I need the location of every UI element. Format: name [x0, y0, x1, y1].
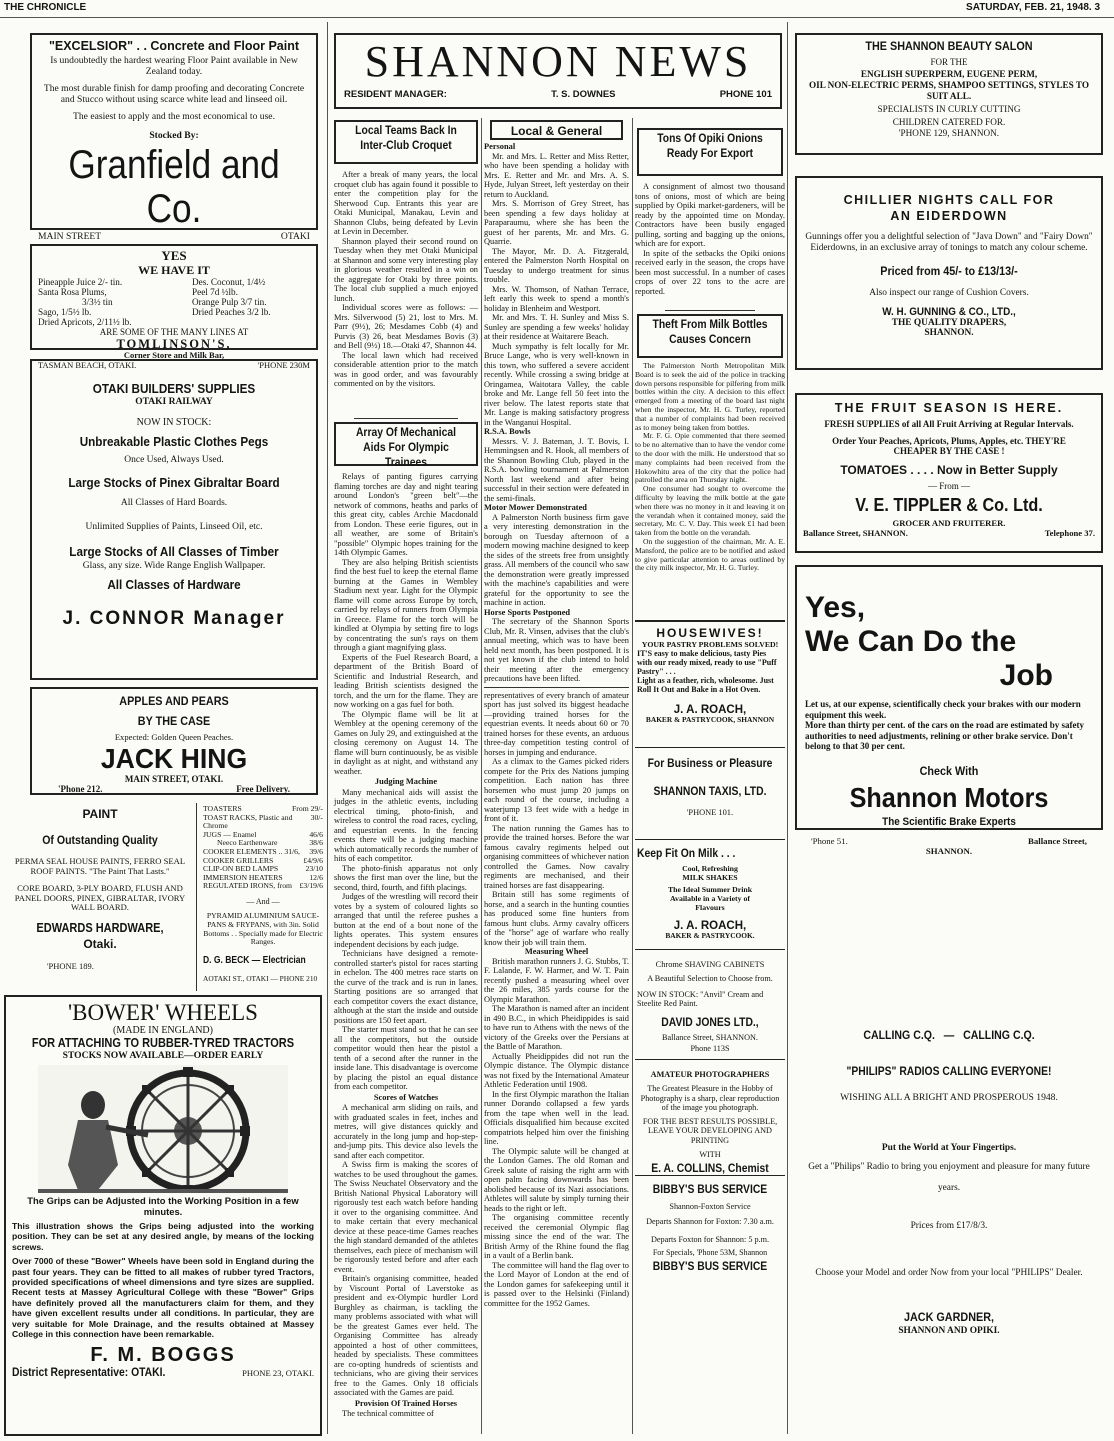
ad-title: Yes,: [805, 591, 866, 624]
ad-address: TASMAN BEACH, OTAKI.: [38, 360, 137, 370]
list-item: [38, 307, 310, 317]
headline-box: [637, 314, 783, 358]
tractor-wheel-illustration: [38, 1065, 288, 1193]
paragraph: The technical committee of: [342, 1409, 434, 1418]
paragraph: A consignment of almost two thousand tons of onions, most of which are being supplied by Opiki market-gardeners, will be ready by the appointed time on Monday. Contractors have been busily engaged pulling, sorting and bagging up the onions, which are for export.: [635, 182, 785, 248]
ad-subtitle: YOUR PASTRY PROBLEMS SOLVED!: [641, 640, 779, 649]
ad-title: APPLES AND PEARS: [119, 694, 229, 708]
paragraph: Actually Pheidippides did not run the Olympic distance. The Olympic distance was not fixed by the International Amateur Athletic Federation until 1908.: [484, 1051, 629, 1089]
item-right: [192, 317, 310, 327]
price-item: JUGS — Enamel: [203, 829, 257, 839]
item-right: Dried Peaches 3/2 lb.: [192, 307, 271, 317]
manager-name: T. S. DOWNES: [551, 89, 616, 100]
price-item: Neeco Earthenware: [217, 838, 278, 848]
masthead-rule: [0, 17, 1114, 18]
ad-text: ARE SOME OF THE MANY LINES AT: [99, 327, 249, 337]
ad-subtitle: BAKER & PASTRYCOOK.: [665, 931, 755, 940]
paragraph: representatives of every branch of amateur sport has just solved its biggest headache—providing trained horses for the equestrian events. It needs about 60 or 70 trained horses for these events, an arduous three-day competition testing control of horses in jumping and endurance.: [484, 690, 629, 757]
ad-text: Get a "Philips" Radio to bring you enjoyment and pleasure for many future years.: [808, 1162, 1090, 1193]
ad-text: All Classes of Hard Boards.: [120, 498, 228, 508]
ad-text: Over 7000 of these "Bower" Wheels have been sold in England during the past four years. They can be fitted to all makes of rubber tyred Tractors, provided specifications of wheel dimensions and tyre sizes are supplied. Recent tests at Massey Agricultural College with these "Bower" Grips have definitely proved all the manufacturers claim for them, and they have given excellent results under all conditions. In particular, they are very suitable for Mole Drainage, and the results obtained at Massey College in this connection have been remarkable.: [12, 1256, 314, 1340]
paragraph: Many mechanical aids will assist the judges in the athletic events, including electrical timing, photo-finish, and wireless to control the road races, cycling, and equestrian events. In the fencing events there will be a judging machine which automatically records the number of hits of each competitor.: [334, 787, 478, 863]
ad-text: Gunnings offer you a delightful selection of "Java Down" and "Fairy Down" Eiderdowns, in an exclusive array of tonings to match any colour scheme.: [805, 232, 1093, 253]
subhead: Personal: [484, 142, 516, 151]
price-item: REGULATED IRONS, from: [203, 881, 293, 891]
ad-name: EDWARDS HARDWARE,: [36, 920, 164, 935]
price-value: 12/6: [309, 872, 323, 882]
dash: —: [943, 1028, 955, 1042]
ad-title: THE SHANNON BEAUTY SALON: [865, 39, 1033, 53]
paragraph: The nation running the Games has to provide the trained horses. Before the war famous cavalry regiments helped out organising committees of whichever nation controlled the Games. Now cavalry regiments are mechanised, and their trained horses are fast disappearing.: [484, 823, 629, 890]
paragraph: Relays of panting figures carrying flaming torches are day and night tearing around London's "green belt"—the network of commons, heaths and parks of this great city, cables Archie Macdonald from London. These eerie figures, out in all weather, are some of Britain's "possible" Olympic hopes training for the 14th Olympic Games.: [334, 472, 478, 557]
ad-address: Ballance Street,: [1028, 835, 1087, 846]
paragraph: Judges of the wrestling will record their votes by a system of coloured lights so arranged that until the referee pushes a button at the end of a bout none of the lights operates. This system ensures independent decisions by each judge.: [334, 892, 478, 949]
paragraph: Mrs. W. Thomson, of Nathan Terrace, left early this week to spend a month's holiday in Blenheim and Westport.: [484, 284, 629, 313]
list-item: [38, 317, 310, 327]
headline: Theft From Milk Bottles Causes Concern: [652, 319, 768, 346]
ad-dg-beck: [200, 803, 326, 991]
ad-we-have-it: WE HAVE IT: [138, 263, 210, 277]
paragraph: Britain's organising committee, headed by Viscount Portal of Laverstoke as president and ex-Olympic hurdler Lord Burghley as chairman, is tackling the many problems associated with what will be the greatest Games ever held. The Organising Committee has already appointed a host of other committees, headed by specialists. These committees are co-opting hundreds of scientists and technicians, who are giving their services free to the Games. Only 18 officials associated with the Games are paid.: [334, 1274, 478, 1397]
ad-subtitle: STOCKS NOW AVAILABLE—ORDER EARLY: [62, 1050, 264, 1061]
subhead: Provision Of Trained Horses: [354, 1398, 458, 1408]
ad-text: SPECIALISTS IN CURLY CUTTING: [877, 104, 1021, 114]
column-rule: [327, 22, 328, 1434]
ad-phone: For Specials, 'Phone 53M, Shannon: [652, 1248, 768, 1258]
ad-name: Shannon Motors: [849, 781, 1049, 813]
price-value: £4/9/6: [303, 855, 323, 865]
ad-subtitle: SHANNON.: [924, 328, 974, 338]
ad-delivery: Free Delivery.: [236, 784, 290, 794]
ad-text: Departs Shannon for Foxton: 7.30 a.m.: [646, 1217, 774, 1226]
divider: [354, 418, 458, 419]
headline-box: [490, 120, 623, 140]
ad-text: The most durable finish for damp proofing and decorating Concrete and Stucco without using scarce white lead and linseed oil.: [43, 83, 305, 105]
paragraph: A Palmerston North business firm gave a very interesting demonstration in the borough on Tuesday afternoon of a modern mowing machine designed to keep the sides of the streets free from unsightly grass. All members of the council who saw the demonstration were greatly impressed with the machine's capabilities and were grateful for the opportunity to see the machine in action.: [484, 512, 629, 607]
paragraph: Technicians have designed a remote-controlled starter's pistol for races starting in echelon. The 400 metres race starts on the curve of the track and is run in lanes. Starting positions are so arranged that each competitor covers the exact distance, although at the start the inside and outside positions are 150 feet apart.: [334, 949, 478, 1025]
ad-title: AMATEUR PHOTOGRAPHERS: [650, 1070, 770, 1079]
paragraph: The Olympic salute will be changed at the London Games. The old Roman and Greek salute of raising the right arm with open palm facing downwards has been abolished because of its Nazi associations. Athletes will salute by simply turning their heads to the right or left.: [484, 1146, 629, 1213]
ad-name: JACK GARDNER,: [903, 1310, 994, 1324]
ad-ea-collins: [635, 1066, 785, 1176]
paragraph: The secretary of the Shannon Sports Club, Mr. R. Vinsen, advises that the club's annual meeting, which was to have been held next month, has been postponed. It is not yet known if the club intend to hold their meeting after the emergency precautions have been lifted.: [484, 617, 629, 683]
ad-title: THE FRUIT SEASON IS HERE.: [834, 401, 1064, 415]
ad-granfield: [30, 33, 318, 242]
ad-phone: 'PHONE 101.: [686, 808, 734, 817]
headline: Array Of Mechanical Aids For Olympic Trainees: [355, 427, 457, 469]
ad-phone: 'PHONE 129, SHANNON.: [898, 128, 1000, 138]
paragraph: The Marathon is named after an incident in 490 B.C., in which Pheidippides is said to have run to Athens with the news of the victory of the Greeks over the Persians at the Battle of Marathon.: [484, 1004, 629, 1051]
paragraph: The photo-finish apparatus not only shows the first man over the line, but the second, third, fourth, and fifth placings.: [334, 863, 478, 892]
ad-text: The Ideal Summer Drink Available in a Variety of Flavours: [667, 885, 753, 912]
stocked-by: Stocked By:: [149, 130, 199, 141]
ad-price: Prices from £17/8/3.: [910, 1221, 988, 1231]
ad-title: BIBBY'S BUS SERVICE: [652, 1184, 768, 1196]
ad-edwards-hardware: [4, 803, 197, 991]
ad-line: Large Stocks of Pinex Gibraltar Board: [68, 475, 280, 490]
calling-cq: CALLING C.Q.: [963, 1028, 1035, 1042]
paragraph: Mr. F. G. Opie commented that there seemed to be no alternative than to have the vendor come to the door with the milk. He understood that so many complaints had been received from the Hokowhitu area of the city that the police had patrolled the area on Thursday night.: [635, 431, 785, 485]
manager-label: RESIDENT MANAGER:: [344, 89, 447, 100]
ad-david-jones: [635, 956, 785, 1060]
paragraph: The Mayor, Mr. D. A. Fitzgerald, entered the Palmerston North Hospital on Tuesday to undergo treatment for sinus trouble.: [484, 246, 629, 284]
ad-text: — From —: [927, 480, 970, 491]
list-item: [38, 297, 310, 307]
subhead: Judging Machine: [374, 777, 438, 786]
paragraph: The organising committee recently received the ceremonial Olympic flag missing since the end of the war. The British Army of the Rhine found the flag in a vault of a Berlin bank.: [484, 1213, 629, 1260]
ad-text: Cool, Refreshing: [682, 864, 738, 873]
price-row: [203, 882, 323, 891]
town: OTAKI: [280, 231, 310, 242]
ad-phone: Telephone 37.: [1044, 527, 1095, 538]
ad-text: Check With: [919, 763, 979, 778]
ad-text: CORE BOARD, 3-PLY BOARD, FLUSH AND PANEL DOORS, PINEX, GIBRALTAR, IVORY WALL BOARD.: [14, 883, 186, 913]
ad-text: PERMA SEAL HOUSE PAINTS, FERRO SEAL ROOF PAINTS. "The Paint That Lasts.": [14, 856, 186, 876]
issue-date: SATURDAY, FEB. 21, 1948.: [966, 2, 1092, 13]
ad-title: BIBBY'S BUS SERVICE: [652, 1261, 768, 1274]
ad-bibby-bus: [635, 1180, 785, 1430]
ad-subtitle: BAKER & PASTRYCOOK, SHANNON: [645, 715, 775, 724]
office-phone: PHONE 101: [719, 89, 772, 100]
price-item: CLIP-ON BED LAMPS: [203, 864, 279, 874]
ad-title: Chrome SHAVING CABINETS: [655, 960, 765, 969]
ad-builders-supplies: [30, 359, 318, 680]
price-value: 38/6: [309, 838, 323, 848]
headline-box: [334, 422, 478, 469]
ad-title: We Can Do the: [805, 625, 1017, 658]
ad-text: Light as a feather, rich, wholesome. Just Roll It Out and Bake in a Hot Oven.: [637, 676, 774, 694]
paragraph: The Palmerston North Metropolitan Milk Board is to seek the aid of the police in tracking down persons responsible for pilfering from milk bottles within the city. A decision to this effect emerged from a meeting of the board last night when the inspector, Mr. H. G. Turley, reported that a number of complaints had been received as to money being taken from bottles.: [635, 361, 785, 432]
paragraph: Mr. and Mrs. T. H. Sunley and Miss S. Sunley are spending a few weeks' holiday at their residence at Waitarere Beach.: [484, 313, 629, 341]
item-right: Des. Coconut, 1/4½: [192, 277, 266, 287]
ad-text: FOR THE BEST RESULTS POSSIBLE, LEAVE YOUR DEVELOPING AND PRINTING: [642, 1116, 778, 1145]
price-item: COOKER ELEMENTS .. 31/6,: [203, 846, 300, 856]
ad-subtitle: (MADE IN ENGLAND): [113, 1025, 213, 1036]
paragraph: The Olympic flame will be lit at Wembley at the opening ceremony of the Games on July 29, and extinguished at the closing ceremony on August 14. The flame will burn continuously, be as visible in daylight as at night, and withstand any weather.: [334, 709, 478, 776]
ad-gunning: [795, 176, 1103, 370]
ad-name: E. A. COLLINS, Chemist: [651, 1162, 769, 1175]
ad-text: Once Used, Always Used.: [124, 455, 224, 465]
price-value: 46/6: [309, 829, 323, 839]
headline-box: [334, 120, 478, 164]
ad-text: PYRAMID ALUMINIUM SAUCE-PANS & FRYPANS, with 3in. Solid Bottoms . . Specially made for Electric Ranges.: [203, 910, 323, 947]
paragraph: Much sympathy is felt locally for Mr. Bruce Lange, who is very well-known in this town, who suffered a severe accident recently. While crossing a swing bridge at Oringamea, Waitotara Valley, the cable broke and Mr. Lange fell 50 feet into the river below. The latest reports state that Mr. Lange is making satisfactory progress in the Wanganui Hospital.: [484, 341, 629, 427]
item-left: 3/3½ tin: [82, 297, 113, 307]
ad-title: "EXCELSIOR" . . Concrete and Floor Paint: [48, 39, 300, 53]
ad-town: Otaki.: [83, 936, 117, 951]
paragraph: After a break of many years, the local croquet club has again found it possible to enter the competition play for the Sherwood Cup. Entrants this year are Otaki Municipal, Manakau, Levin and Shannon Clubs, being defeated by Levin at Levin in December.: [334, 170, 478, 236]
price-item: TOAST RACKS, Plastic and Chrome: [203, 812, 293, 831]
price-list: [203, 805, 323, 891]
ad-shannon-taxis: [635, 754, 785, 840]
ad-text: Also inspect our range of Cushion Covers.: [869, 288, 1029, 298]
ad-text: — And —: [246, 896, 280, 906]
ad-phone: 'Phone 51.: [811, 835, 848, 846]
headline: Tons Of Opiki Onions Ready For Export: [657, 133, 763, 160]
paragraph: One consumer had sought to overcome the difficulty by leaving the milk bottle at the gate when there was no money in it and leaving it on the verandah when it contained money, said the secretary, Mr. C. V. Day. This week £1 had been taken from the bottle on the verandah.: [635, 484, 785, 538]
column-3: [484, 120, 629, 1434]
ad-name: TOMLINSON'S,: [116, 337, 232, 351]
ad-phone: Phone 113S: [690, 1043, 730, 1053]
ad-line: Unbreakable Plastic Clothes Pegs: [79, 434, 269, 449]
ad-subtitle: Of Outstanding Quality: [42, 833, 158, 847]
ad-subtitle: FOR ATTACHING TO RUBBER-TYRED TRACTORS: [31, 1036, 295, 1050]
subhead: R.S.A. Bowls: [484, 427, 531, 436]
headline: Local Teams Back In Inter-Club Croquet: [355, 125, 457, 152]
ad-text: This illustration shows the Grips being adjusted into the working position. They can be set at any desired angle, by means of the locking screws.: [12, 1221, 314, 1252]
ad-phone: 'Phone 212.: [58, 784, 103, 794]
ad-text: Glass, any size. Wide Range English Wallpaper.: [82, 561, 266, 571]
price-value: From 29/-: [292, 804, 323, 813]
ad-jack-hing: [30, 687, 318, 795]
section-header-shannon-news: [334, 33, 782, 109]
price-value: 39/6: [309, 846, 323, 856]
paragraph: A mechanical arm sliding on rails, and with graduated scales in feet, inches and metres, will give distances quickly and accurately in the long jump and hop-step-and-jump pits. This device also levels the sand after each competitor.: [334, 1103, 478, 1160]
divider: [484, 687, 629, 688]
ad-line: Large Stocks of All Classes of Timber: [69, 544, 279, 559]
column-2: [334, 120, 478, 1434]
paragraph: Britain still has some regiments of horse, and a search in the hunting counties has produced some fine hunters from famous hunt clubs. Army cavalry officers of the "horse" age of warfare who really know their job will train them.: [484, 890, 629, 947]
ad-text: A Beautiful Selection to Choose from.: [647, 974, 773, 983]
ad-tomlinson: [30, 244, 318, 370]
ad-title: PAINT: [82, 807, 118, 821]
ad-address: Corner Store and Milk Bar,: [123, 350, 225, 360]
ad-text: Order Your Peaches, Apricots, Plums, Apples, etc. THEY'RE CHEAPER BY THE CASE !: [832, 435, 1066, 456]
ad-title: BY THE CASE: [137, 714, 211, 728]
page-number: 3: [1094, 2, 1100, 13]
ad-text: Choose your Model and order Now from your local "PHILIPS" Dealer.: [815, 1268, 1083, 1278]
column-rule: [632, 118, 633, 1434]
ad-text: Expected: Golden Queen Peaches.: [114, 732, 234, 742]
ad-text: WISHING ALL A BRIGHT AND PROSPEROUS 1948.: [840, 1092, 1058, 1103]
calling-cq: CALLING C.Q.: [863, 1028, 935, 1042]
article-body: [635, 182, 785, 306]
paragraph: On the suggestion of the chairman, Mr. A. E. Mansford, the police are to be notified and asked to give particular attention to areas outlined by the city milk inspector, Mr. H. G. Turley.: [635, 536, 785, 573]
paragraph: In the first Olympic marathon the Italian runner Dorando collapsed a few yards from the tape when well in the lead. Officials disqualified him because excited compatriots helped him over the finishing line.: [484, 1089, 629, 1146]
ad-text: IT'S easy to make delicious, tasty Pies with our ready mixed, ready to use "Puff Pastry" . . .: [637, 649, 777, 676]
ad-subtitle: THE QUALITY DRAPERS,: [891, 318, 1007, 328]
paragraph: Mr. and Mrs. L. Retter and Miss Retter, who have been spending a holiday with Mrs. E. Retter and Mr. and Mrs. A. S. Hyde, Julyan Street, left yesterday on their return to Auckland.: [484, 151, 629, 199]
ad-roach-pastry: [635, 620, 785, 748]
ad-text: CHILDREN CATERED FOR.: [892, 117, 1006, 127]
ad-title: For Business or Pleasure: [647, 758, 773, 770]
article-body: [484, 142, 629, 1432]
article-body: [334, 472, 478, 1432]
ad-text: TOMATOES . . . . Now in Better Supply: [840, 462, 1058, 477]
headline: Local & General: [510, 124, 603, 138]
ad-address: AOTAKI ST., OTAKI — PHONE 210: [203, 974, 318, 984]
headline-box: [637, 128, 783, 176]
item-left: Sago, 1/5½ lb.: [38, 307, 92, 317]
ad-subtitle: OTAKI RAILWAY: [135, 397, 213, 407]
ad-text: The easiest to apply and the most economical to use.: [73, 111, 275, 122]
subhead: Motor Mower Demonstrated: [484, 503, 587, 512]
list-item: [38, 277, 310, 287]
ad-address: MAIN STREET, OTAKI.: [124, 774, 224, 784]
ad-text: WITH: [699, 1149, 721, 1159]
ad-bower-wheels: [4, 995, 322, 1436]
ad-line: All Classes of Hardware: [107, 577, 241, 592]
paragraph: The committee will hand the flag over to the Lord Mayor of London at the end of the London games for safekeeping until it is passed over to the Helsinki (Finland) committee for the 1952 Games.: [484, 1260, 629, 1308]
ad-text: The Greatest Pleasure in the Hobby of Photography is a sharp, clear reproduction of the image you photograph.: [640, 1084, 780, 1113]
ad-address: Ballance Street, SHANNON.: [662, 1032, 758, 1042]
paragraph: The starter must stand so that he can see all the competitors, but the outside competitor would then hear the pistol a tenth of a second after the runner in the inside lane. This disadvantage is overcome by placing the pistol an equal distance from each competitor.: [334, 1025, 478, 1091]
ad-name: W. H. GUNNING & CO., LTD.,: [882, 306, 1016, 318]
item-left: Santa Rosa Plums,: [38, 287, 107, 297]
ad-shannon-motors: [795, 565, 1103, 856]
subhead: Horse Sports Postponed: [484, 607, 571, 617]
price-item: IMMERSION HEATERS: [203, 872, 283, 882]
paragraph: In spite of the setbacks the Opiki onions received early in the season, the crops have been most successful. In a number of cases crops of over 22 tons to the acre are reported.: [635, 248, 785, 296]
ad-text: Put the World at Your Fingertips.: [881, 1143, 1017, 1153]
paragraph: Shannon played their second round on Tuesday when they met Otaki Municipal at Shannon and some very interesting play in glorious weather resulted in a win on the aggregate for Otaki by three points. The local club supplied a much enjoyed lunch.: [334, 236, 478, 303]
item-left: Pineapple Juice 2/- tin.: [38, 277, 123, 287]
ad-text: NOW IN STOCK:: [136, 417, 212, 428]
ad-manager: J. CONNOR Manager: [62, 608, 286, 629]
ad-address: Ballance Street, SHANNON.: [803, 527, 908, 538]
column-4: [635, 120, 785, 1434]
subhead: Measuring Wheel: [524, 947, 589, 956]
ad-text: More than thirty per cent. of the cars on the road are estimated by safety authorities to need adjustments, relining or other brake service. Don't belong to that 30 per cent.: [805, 720, 1085, 752]
ad-jack-gardner: [795, 1000, 1103, 1420]
ad-text: NOW IN STOCK: "Anvil" Cream and Steelite Red Paint.: [637, 989, 764, 1009]
firm-name: Granfield and Co.: [68, 143, 280, 231]
ad-title: CHILLIER NIGHTS CALL FOR AN EIDERDOWN: [843, 193, 1055, 223]
street: MAIN STREET: [38, 231, 102, 242]
ad-town: SHANNON.: [925, 845, 973, 856]
paragraph: British marathon runners J. G. Stubbs, T. F. Lalande, F. W. Harmer, and W. T. Pain recently pushed a measuring wheel over the 26 miles, 385 yards course for the Olympic Marathon.: [484, 956, 629, 1004]
list-item: [38, 287, 310, 297]
paragraph: They are also helping British scientists find the best fuel to keep the eternal flame burning at the Games in Wembley Stadium next year. Light for the Olympic flame will come across Europe by torch, carried by relays of runners from Olympia in Greece. Flame for the torch will be kindled at Olympia by setting fire to logs by concentrating the sun's rays on them through a giant magnifying glass.: [334, 557, 478, 652]
ad-rep: District Representative: OTAKI.: [12, 1367, 166, 1380]
ad-title: [821, 1028, 1078, 1042]
ad-phone: 'PHONE 189.: [47, 960, 94, 971]
ad-phone: 'PHONE 230M: [257, 360, 310, 370]
item-right: Peel 7d ½lb.: [192, 287, 238, 297]
item-right: Orange Pulp 3/7 tin.: [192, 297, 267, 307]
paragraph: Experts of the Fuel Research Board, a department of the British Board of Scientific and Industrial Research, and leading British scientists designed the torch, and the urn for the flame. They are now working on a gas fuel for both.: [334, 652, 478, 709]
ad-caption: The Grips can be Adjusted into the Working Position in a few minutes.: [27, 1195, 299, 1217]
date-line: [880, 2, 1100, 16]
ad-title: HOUSEWIVES!: [656, 626, 764, 640]
ad-text: ENGLISH SUPERPERM, EUGENE PERM,: [860, 69, 1038, 79]
ad-subtitle: GROCER AND FRUITERER.: [892, 517, 1006, 528]
paper-name: THE CHRONICLE: [4, 2, 87, 13]
ad-subtitle: "PHILIPS" RADIOS CALLING EVERYONE!: [846, 1064, 1052, 1078]
price-value: 30/-: [310, 812, 323, 822]
article-body: [635, 362, 785, 610]
ad-roach-milk: [635, 844, 785, 950]
price-value: £3/19/6: [299, 881, 323, 891]
paragraph: Mrs. S. Morrison of Grey Street, has been spending a few days holiday at Paraparaumu, where she has been the guest of her parents, Mr. and Mrs. G. Quarrie.: [484, 199, 629, 246]
price-value: 23/10: [305, 864, 323, 874]
ad-tippler: [795, 393, 1103, 553]
paragraph: A Swiss firm is making the scores of watches to be used throughout the games. The Swiss Neuchatel Observatory and the British National Physical Laboratory will rigorously test each watch before handing it over to the organising committee. And to make certain that every mechanical device at these peace-time Games reaches the high standard demanded of the athletes themselves, each piece of mechanism will be rigorously tested before and after each event.: [334, 1160, 478, 1274]
price-row: [203, 814, 323, 831]
ad-name: DAVID JONES LTD.,: [661, 1016, 759, 1029]
ad-title: Job: [999, 659, 1053, 692]
ad-price: Priced from 45/- to £13/13/-: [880, 264, 1018, 278]
ad-yes: YES: [161, 248, 187, 263]
column-rule: [787, 22, 788, 1434]
ad-text: MILK SHAKES: [682, 873, 738, 882]
ad-text: Shannon-Foxton Service: [669, 1202, 751, 1211]
article-body: [334, 170, 478, 414]
ad-text: Unlimited Supplies of Paints, Linseed Oil, etc.: [85, 522, 263, 532]
price-item: TOASTERS: [203, 804, 242, 813]
ad-title: OTAKI BUILDERS' SUPPLIES: [92, 381, 256, 396]
ad-name: F. M. BOGGS: [90, 1344, 236, 1367]
ad-name: V. E. TIPPLER & Co. Ltd.: [855, 494, 1043, 515]
ad-text: Departs Foxton for Shannon: 5 p.m.: [650, 1234, 770, 1244]
ad-text: FRESH SUPPLIES of all All Fruit Arriving at Regular Intervals.: [824, 419, 1074, 429]
ad-text: FOR THE: [930, 57, 968, 67]
ad-name: J. A. ROACH,: [673, 704, 747, 716]
ad-beauty-salon: [795, 33, 1103, 155]
section-title: SHANNON NEWS: [364, 37, 752, 86]
paragraph: The local lawn which had received considerable attention prior to the match was in good order, and was favourably commented on by the visitors.: [334, 350, 478, 388]
column-rule: [481, 118, 482, 1434]
ad-text: OIL NON-ELECTRIC PERMS, SHAMPOO SETTINGS, STYLES TO SUIT ALL.: [809, 80, 1089, 101]
subhead: Scores of Watches: [373, 1092, 439, 1102]
item-left: Dried Apricots, 2/11½ lb.: [38, 317, 132, 327]
ad-name: JACK HING: [100, 743, 248, 774]
ad-title: 'BOWER' WHEELS: [68, 1000, 258, 1025]
ad-name: J. A. ROACH,: [673, 920, 747, 932]
ad-subtitle: SHANNON AND OPIKI.: [898, 1326, 1000, 1336]
ad-subtitle: The Scientific Brake Experts: [882, 815, 1016, 828]
price-item: COOKER GRILLERS: [203, 855, 274, 865]
paragraph: Messrs. V. J. Bateman, J. T. Bovis, I. Hemmingsen and R. Hook, all members of the Shannon Bowling Club, played in the R.S.A. bowling tournament at Palmerston North last weekend and after being successful in their section were defeated in the semi-finals.: [484, 436, 629, 503]
ad-text: Is undoubtedly the hardest wearing Floor Paint available in New Zealand today.: [50, 55, 298, 77]
paragraph: Individual scores were as follows: —Mrs. Silverwood (5) 21, lost to Mrs. M. Parr (9½), 26; Mesdames Cobb (4) and Purvis (3) 26, beat Mesdames Bovis (3) and Bell (9½) 18.—Otaki 47, Shannon 44.: [334, 303, 478, 350]
paragraph: As a climax to the Games picked riders compete for the Prix des Nations jumping competition. Each nation has three horsemen who must jump 20 jumps on each round of the course, including a waterjump 13 feet wide with a hedge in front of it.: [484, 757, 629, 823]
ad-text: Let us, at our expense, scientifically check your brakes with our modern equipment this week.: [805, 699, 1081, 720]
ad-phone: PHONE 23, OTAKI.: [242, 1368, 314, 1379]
ad-title: Keep Fit On Milk . . .: [637, 848, 736, 860]
divider: [665, 310, 755, 311]
ad-name: D. G. BECK — Electrician: [203, 955, 306, 967]
item-list: [38, 277, 310, 327]
ad-name: SHANNON TAXIS, LTD.: [653, 786, 767, 798]
